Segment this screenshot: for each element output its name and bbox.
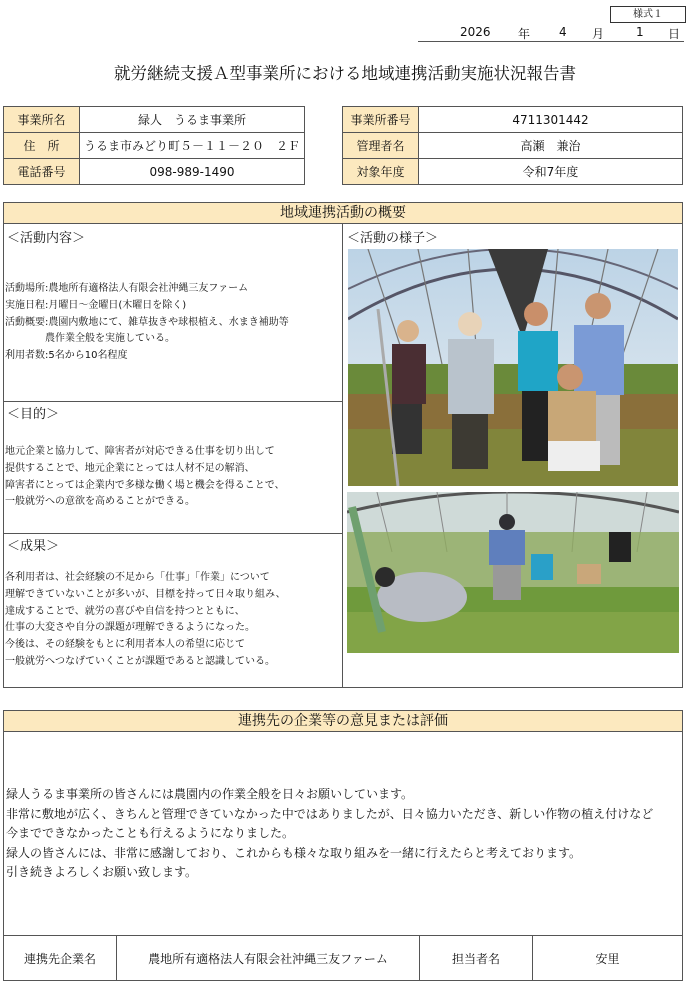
- evaluation-text: 緑人うるま事業所の皆さんには農園内の作業全般を日々お願いしています。 非常に敷地が広く、きちんと管理できていなかった中ではありましたが、日々協力いただき、新しい作物の植え付けなど 今までできなかったことも行えるようになりました。 緑人の皆さんには、非常に感謝しており、これからも様々な取り組みを一緒に行えたらと考えております。 引き続きよろしくお願い致します。: [6, 787, 654, 879]
- form-number: 様式１: [610, 6, 686, 23]
- target-year-value: 令和7年度: [419, 159, 683, 185]
- date-year-unit: 年: [518, 27, 531, 41]
- date-day: 1: [636, 25, 644, 39]
- section-divider: [3, 533, 343, 534]
- company-label: 連携先企業名: [4, 936, 117, 981]
- section-divider: [3, 401, 343, 402]
- person-value: 安里: [533, 936, 683, 981]
- report-title: 就労継続支援Ａ型事業所における地域連携活動実施状況報告書: [114, 64, 576, 83]
- group-photo: [348, 249, 678, 486]
- evaluation-header: 連携先の企業等の意見または評価: [3, 710, 683, 732]
- photo-heading: ＜活動の様子＞: [347, 231, 439, 246]
- date-month-unit: 月: [592, 27, 605, 41]
- activity-text: 活動場所:農地所有適格法人有限会社沖縄三友ファーム 実施日程:月曜日～金曜日(木曜日を除く) 活動概要:農園内敷地にて、雑草抜きや球根植え、水まき補助等 農作業全般を実施している。 利用者数:5名から10名程度: [5, 283, 289, 362]
- overview-divider: [342, 223, 343, 688]
- partner-info-table: [3, 935, 683, 981]
- overview-header: 地域連携活動の概要: [3, 202, 683, 224]
- info-label: 対象年度: [343, 159, 419, 185]
- report-date: [418, 24, 684, 42]
- address-value: うるま市みどり町５－１１－２０ ２Ｆ: [80, 133, 305, 159]
- field-work-photo: [347, 492, 679, 653]
- info-label: 電話番号: [4, 159, 80, 185]
- result-text: 各利用者は、社会経験の不足から「仕事」「作業」について 理解できていないことが多いが、目標を持って日々取り組み、 達成することで、就労の喜びや自信を持つとともに、 仕事の大変さや自分の課題が理解できるようになった。 今後は、その経験をもとに利用者本人の希望に応じて 一般就労へつなげていくことが課題であると認識している。: [5, 572, 286, 667]
- office-number-value: 4711301442: [419, 107, 683, 133]
- date-day-unit: 日: [668, 27, 681, 41]
- result-heading: ＜成果＞: [7, 539, 60, 554]
- date-month: 4: [559, 25, 567, 39]
- purpose-text: 地元企業と協力して、障害者が対応できる仕事を切り出して 提供することで、地元企業にとっては人材不足の解消、 障害者にとっては企業内で多様な働く場と機会を得ることで、 一般就労への意欲を高めることができる。: [5, 446, 285, 508]
- phone-value: 098-989-1490: [80, 159, 305, 185]
- person-label: 担当者名: [420, 936, 533, 981]
- office-name-value: 緑人 うるま事業所: [80, 107, 305, 133]
- company-value: 農地所有適格法人有限会社沖縄三友ファーム: [117, 936, 420, 981]
- info-label: 住 所: [4, 133, 80, 159]
- office-info-table: [3, 106, 305, 185]
- purpose-heading: ＜目的＞: [7, 407, 60, 422]
- activity-heading: ＜活動内容＞: [7, 231, 86, 246]
- info-label: 事業所番号: [343, 107, 419, 133]
- info-label: 管理者名: [343, 133, 419, 159]
- date-year: 2026: [460, 25, 491, 39]
- management-info-table: [342, 106, 683, 185]
- info-label: 事業所名: [4, 107, 80, 133]
- manager-name-value: 高瀬 兼治: [419, 133, 683, 159]
